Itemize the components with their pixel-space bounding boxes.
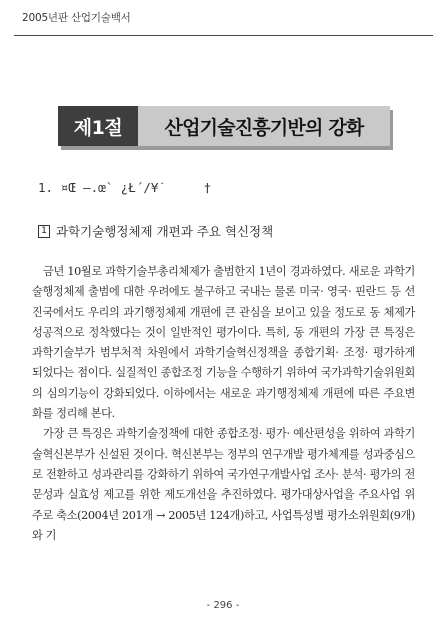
section-title: 산업기술진흥기반의 강화 [138, 106, 390, 146]
header-rule [14, 35, 433, 36]
item-marker-box: 1 [38, 225, 50, 238]
paragraph-1: 금년 10월로 과학기술부총리체제가 출범한지 1년이 경과하였다. 새로운 과학기술행정체제 출범에 대한 우려에도 불구하고 국내는 물론 미국· 영국· 핀란드 등 선진국에서도 우리의 과기행정체제 개편에 큰 관심을 보이고 있을 정도로 동 체제가 성공적으로 정착했다는 것이 일반적인 평가이다. 특히, 동 개편의 가장 큰 특징은 과학기술부가 범부처적 차원에서 과학기술혁신정책을 종합기획· 조정· 평가하게 되었다는 점이다. 실질적인 종합조정 기능을 수행하기 위하여 국가과학기술위원회의 심의기능이 강화되었다. 이하에서는 새로운 과기행정체제 개편에 따른 주요변화를 정리해 본다. [32, 265, 415, 421]
body-text [32, 262, 415, 546]
section-number: 제1절 [58, 106, 138, 146]
item-heading [38, 222, 273, 240]
subsection-heading: 1. ¤Œ –.œ` ¿Ł´/¥˙ † [38, 180, 212, 195]
running-header: 2005년판 산업기술백서 [22, 12, 131, 24]
item-heading-text: 과학기술행정체제 개편과 주요 혁신정책 [56, 224, 274, 239]
page-number: - 296 - [206, 600, 240, 611]
section-banner [58, 106, 390, 146]
paragraph-2: 가장 큰 특징은 과학기술정책에 대한 종합조정· 평가· 예산편성을 위하여 과학기술혁신본부가 신설된 것이다. 혁신본부는 정부의 연구개발 평가체계를 성과중심으로 전환하고 성과관리를 강화하기 위하여 국가연구개발사업 조사· 분석· 평가의 전문성과 실효성 제고를 위한 제도개선을 추진하였다. 평가대상사업을 주요사업 위주로 축소(2004년 201개 → 2005년 124개)하고, 사업특성별 평가소위원회(9개)와 기 [32, 427, 415, 542]
